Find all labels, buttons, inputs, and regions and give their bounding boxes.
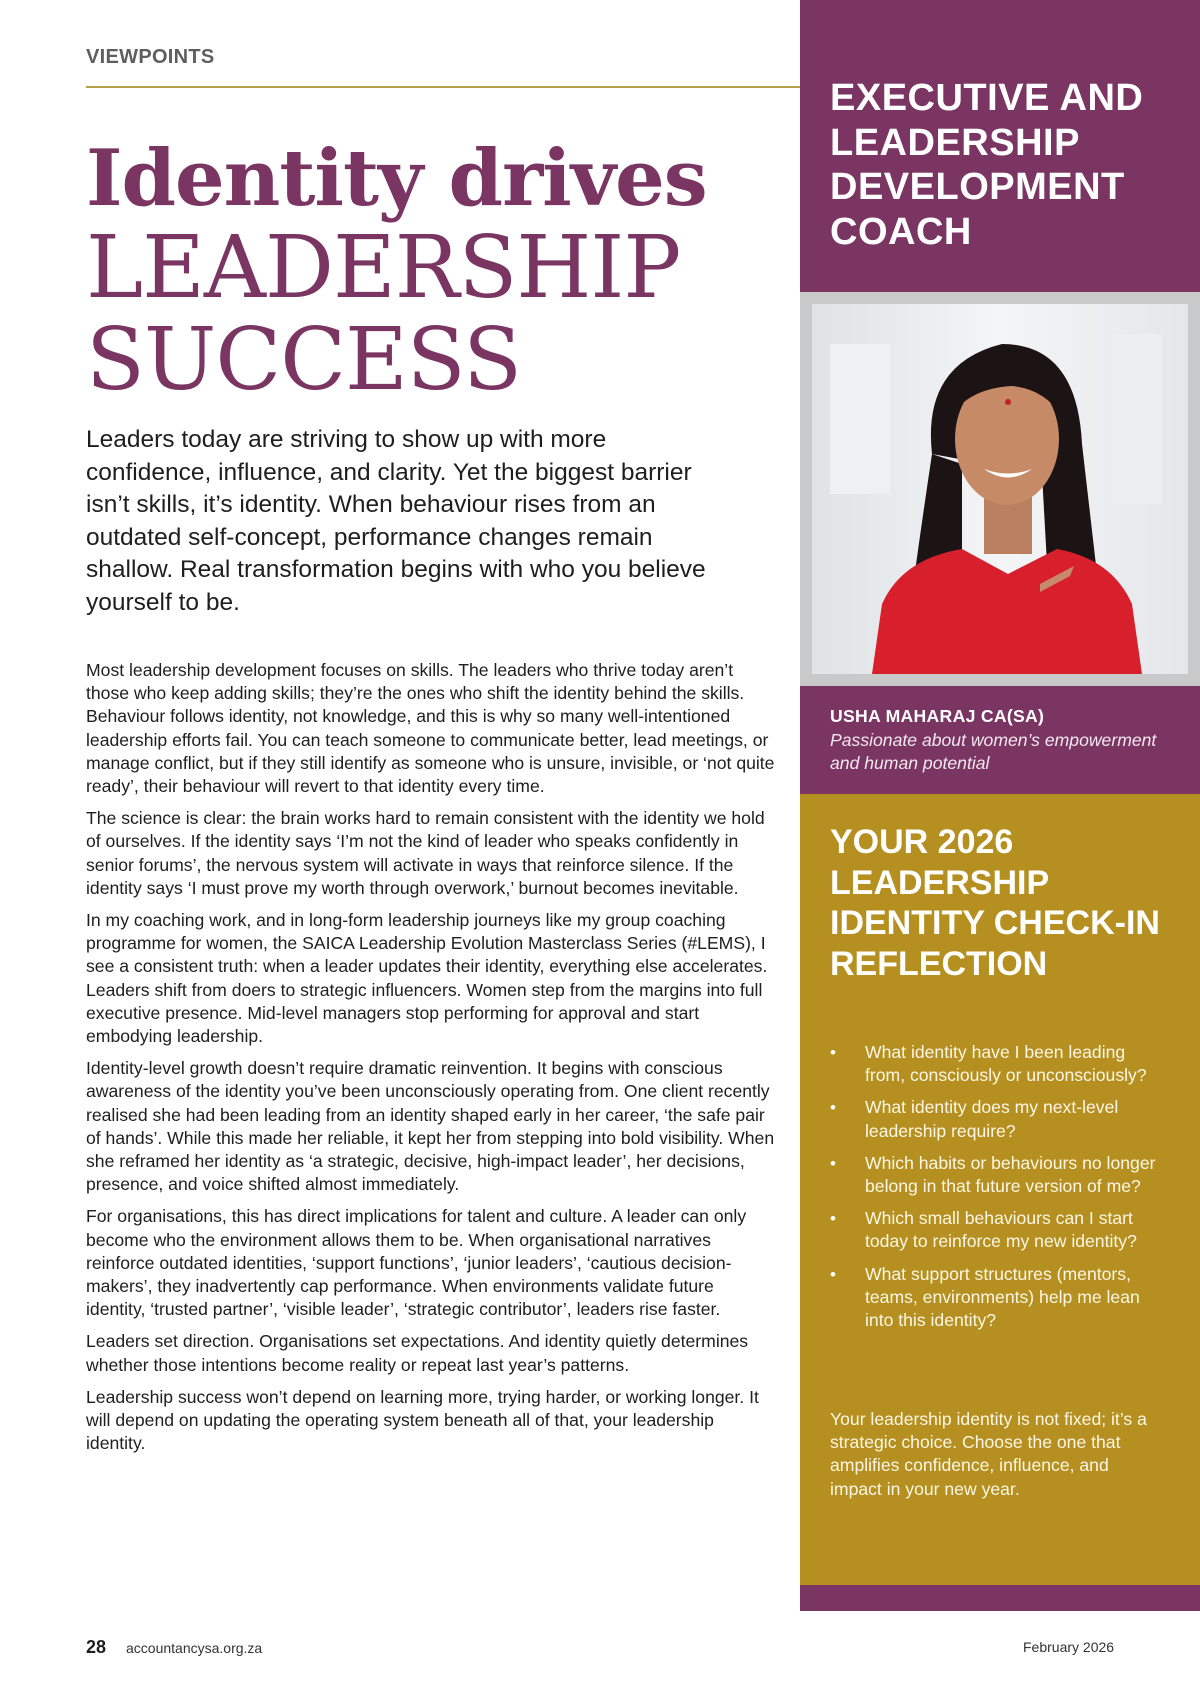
- article-intro: Leaders today are striving to show up with more confidence, influence, and clarity. Yet the biggest barrier isn’t skills, it’s identity. When behaviour rises from an outdated self-concept, performance changes remain shallow. Real transformation begins with who you believe yourself to be.: [86, 426, 706, 616]
- body-paragraph: Leadership success won’t depend on learning more, trying harder, or working longer. It will depend on updating the operating system beneath all of that, your leadership identity.: [86, 1386, 759, 1454]
- author-photo: [812, 304, 1188, 674]
- footer-site-link[interactable]: accountancysa.org.za: [126, 1640, 263, 1656]
- list-item: • What support structures (mentors, teams, environments) help me lean into this identity?: [830, 1263, 1160, 1333]
- list-item: • What identity have I been leading from, consciously or unconsciously?: [830, 1041, 1160, 1087]
- headline-line-1: Identity drives: [86, 133, 707, 224]
- body-paragraph: Identity-level growth doesn’t require dramatic reinvention. It begins with conscious awareness of the identity you’ve been unconsciously operating from. One client recently realised she had been leading from an identity shaped early in her career, ‘the safe pair of hands’. While this made her reliable, it kept her from stepping into bold visibility. When she reframed her identity as ‘a strategic, decisive, high-impact leader’, her decisions, presence, and voice shifted almost immediately.: [86, 1058, 775, 1195]
- section-label: VIEWPOINTS: [86, 46, 215, 68]
- list-item: • Which small behaviours can I start today to reinforce my new identity?: [830, 1207, 1160, 1253]
- article-body: [86, 659, 776, 1465]
- body-paragraph: In my coaching work, and in long-form leadership journeys like my group coaching programme for women, the SAICA Leadership Evolution Masterclass Series (#LEMS), I see a consistent truth: when a leader updates their identity, everything else accelerates. Leaders shift from doers to strategic influencers. Women step from the margins into full executive presence. Mid-level managers stop performing for approval and start embodying leadership.: [86, 910, 768, 1047]
- list-item: • What identity does my next-level leadership require?: [830, 1096, 1160, 1142]
- headline-line-3: SUCCESS: [86, 310, 522, 410]
- author-tagline: Passionate about women’s empowerment and human potential: [830, 730, 1157, 774]
- page-number: 28: [86, 1637, 107, 1657]
- reflection-questions: [830, 1041, 1160, 1341]
- headline-line-2: LEADERSHIP: [86, 218, 681, 318]
- reflection-closing: Your leadership identity is not fixed; it’s a strategic choice. Choose the one that amplifies confidence, influence, and impact in your new year.: [830, 1409, 1147, 1499]
- body-paragraph: For organisations, this has direct implications for talent and culture. A leader can only become who the environment allows them to be. When organisational narratives reinforce outdated identities, ‘support functions’, ‘junior leaders’, ‘cautious decision-makers’, they inadvertently cap performance. When environments validate future identity, ‘trusted partner’, ‘visible leader’, ‘strategic contributor’, leaders rise faster.: [86, 1206, 747, 1320]
- header-rule: [86, 86, 800, 88]
- body-paragraph: Most leadership development focuses on skills. The leaders who thrive today aren’t those who keep adding skills; they’re the ones who shift the identity behind the skills. Behaviour follows identity, not knowledge, and this is why so many well-intentioned leadership efforts fail. You can teach someone to communicate better, lead meetings, or manage conflict, but if they still identify as someone who is unsure, invisible, or ‘not quite ready’, their behaviour will revert to that identity every time.: [86, 660, 775, 797]
- body-paragraph: The science is clear: the brain works hard to remain consistent with the identity we hold of ourselves. If the identity says ‘I’m not the kind of leader who speaks confidently in senior forums’, the nervous system will activate in ways that reinforce silence. If the identity says ‘I must prove my worth through overwork,’ burnout becomes inevitable.: [86, 808, 765, 898]
- article-headline: [86, 133, 786, 410]
- body-paragraph: Leaders set direction. Organisations set expectations. And identity quietly determines whether those intentions become reality or repeat last year’s patterns.: [86, 1331, 749, 1375]
- issue-date: February 2026: [1023, 1639, 1115, 1655]
- author-name: USHA MAHARAJ CA(SA): [830, 706, 1045, 726]
- list-item: • Which habits or behaviours no longer belong in that future version of me?: [830, 1152, 1160, 1198]
- reflection-title: YOUR 2026 LEADERSHIP IDENTITY CHECK-IN REFLECTION: [830, 823, 1160, 983]
- author-role-title: EXECUTIVE AND LEADERSHIP DEVELOPMENT COACH: [830, 77, 1144, 253]
